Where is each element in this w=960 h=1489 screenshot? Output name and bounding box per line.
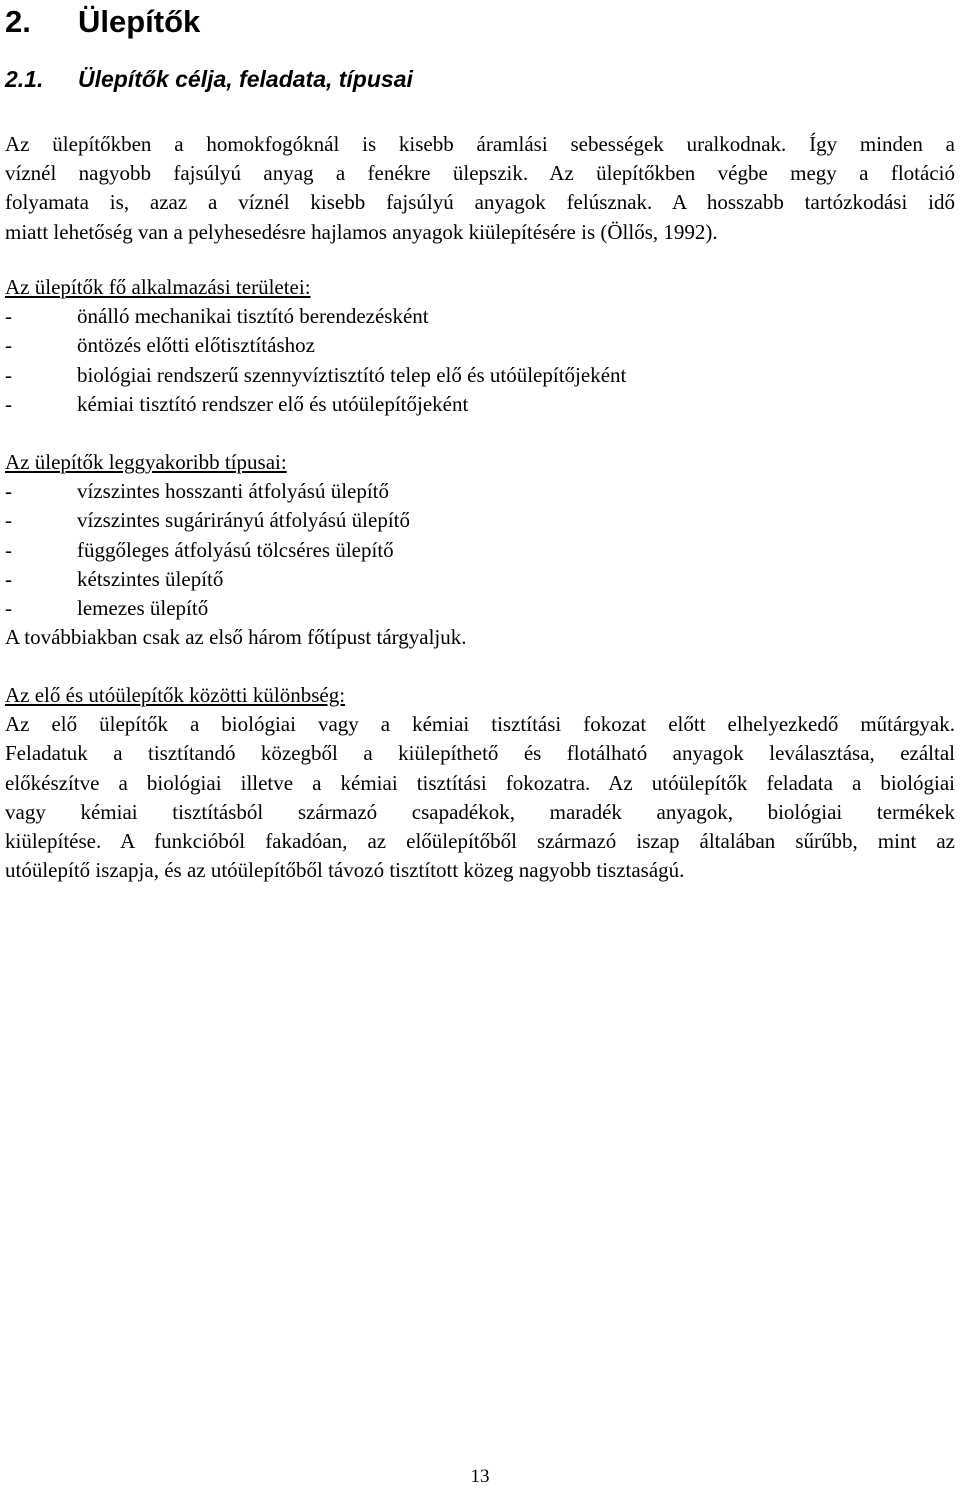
applications-heading: Az ülepítők fő alkalmazási területei:: [5, 275, 311, 299]
list-dash: -: [5, 479, 12, 504]
section-title: Ülepítők célja, feladata, típusai: [78, 66, 413, 92]
difference-line: utóülepítő iszapja, és az utóülepítőből távozó tisztított közeg nagyobb tisztaságú.: [5, 858, 685, 883]
list-item: - kétszintes ülepítő: [5, 565, 955, 594]
intro-line: folyamata is, azaz a víznél kisebb fajsúlyú anyagok felúsznak. A hosszabb tartózkodási idő: [5, 190, 955, 215]
section-heading: [5, 64, 413, 94]
list-dash: -: [5, 304, 12, 329]
list-dash: -: [5, 362, 12, 387]
list-item: - biológiai rendszerű szennyvíztisztító telep elő és utóülepítőjeként: [5, 361, 955, 390]
list-dash: -: [5, 566, 12, 591]
list-dash: -: [5, 333, 12, 358]
list-item: - vízszintes hosszanti átfolyású ülepítő: [5, 477, 955, 506]
list-dash: -: [5, 508, 12, 533]
types-section: [5, 448, 955, 652]
difference-heading: Az elő és utóülepítők közötti különbség:: [5, 683, 346, 707]
list-dash: -: [5, 537, 12, 562]
list-item: - kémiai tisztító rendszer elő és utóülepítőjeként: [5, 390, 955, 419]
page-number: 13: [470, 1466, 490, 1487]
list-item: - öntözés előtti előtisztításhoz: [5, 331, 955, 360]
list-item: - önálló mechanikai tisztító berendezésként: [5, 302, 955, 331]
difference-line: vagy kémiai tisztításból származó csapadékok, maradék anyagok, biológiai termékek: [5, 799, 955, 824]
intro-line: víznél nagyobb fajsúlyú anyag a fenékre ülepszik. Az ülepítőkben végbe megy a flotáció: [5, 161, 955, 186]
intro-paragraph: [5, 130, 955, 247]
chapter-title: Ülepítők: [78, 4, 201, 39]
applications-section: [5, 273, 955, 419]
difference-line: Az elő ülepítők a biológiai vagy a kémiai tisztítási fokozat előtt elhelyezkedő műtárgyak.: [5, 712, 955, 737]
intro-line: miatt lehetőség van a pelyhesedésre hajlamos anyagok kiülepítésére is (Öllős, 1992).: [5, 219, 718, 244]
list-dash: -: [5, 391, 12, 416]
types-heading: Az ülepítők leggyakoribb típusai:: [5, 450, 287, 474]
intro-line: Az ülepítőkben a homokfogóknál is kisebb áramlási sebességek uralkodnak. Így minden a: [5, 132, 955, 156]
difference-line: kiülepítése. A funkcióból fakadóan, az előülepítőből származó iszap általában sűrűbb, mint az: [5, 829, 955, 854]
chapter-heading: [5, 2, 200, 42]
chapter-number: 2.: [5, 4, 31, 39]
difference-line: Feladatuk a tisztítandó közegből a kiülepíthető és flotálható anyagok leválasztása, ezáltal: [5, 741, 955, 766]
difference-line: előkészítve a biológiai illetve a kémiai tisztítási fokozatra. Az utóülepítők feladata a biológiai: [5, 770, 955, 795]
section-number: 2.1.: [5, 66, 44, 92]
list-item: - lemezes ülepítő: [5, 594, 955, 623]
difference-section: [5, 681, 955, 885]
list-dash: -: [5, 596, 12, 621]
list-item: - függőleges átfolyású tölcséres ülepítő: [5, 536, 955, 565]
types-note: A továbbiakban csak az első három főtípust tárgyaljuk.: [5, 625, 467, 650]
list-item: - vízszintes sugárirányú átfolyású ülepítő: [5, 506, 955, 535]
